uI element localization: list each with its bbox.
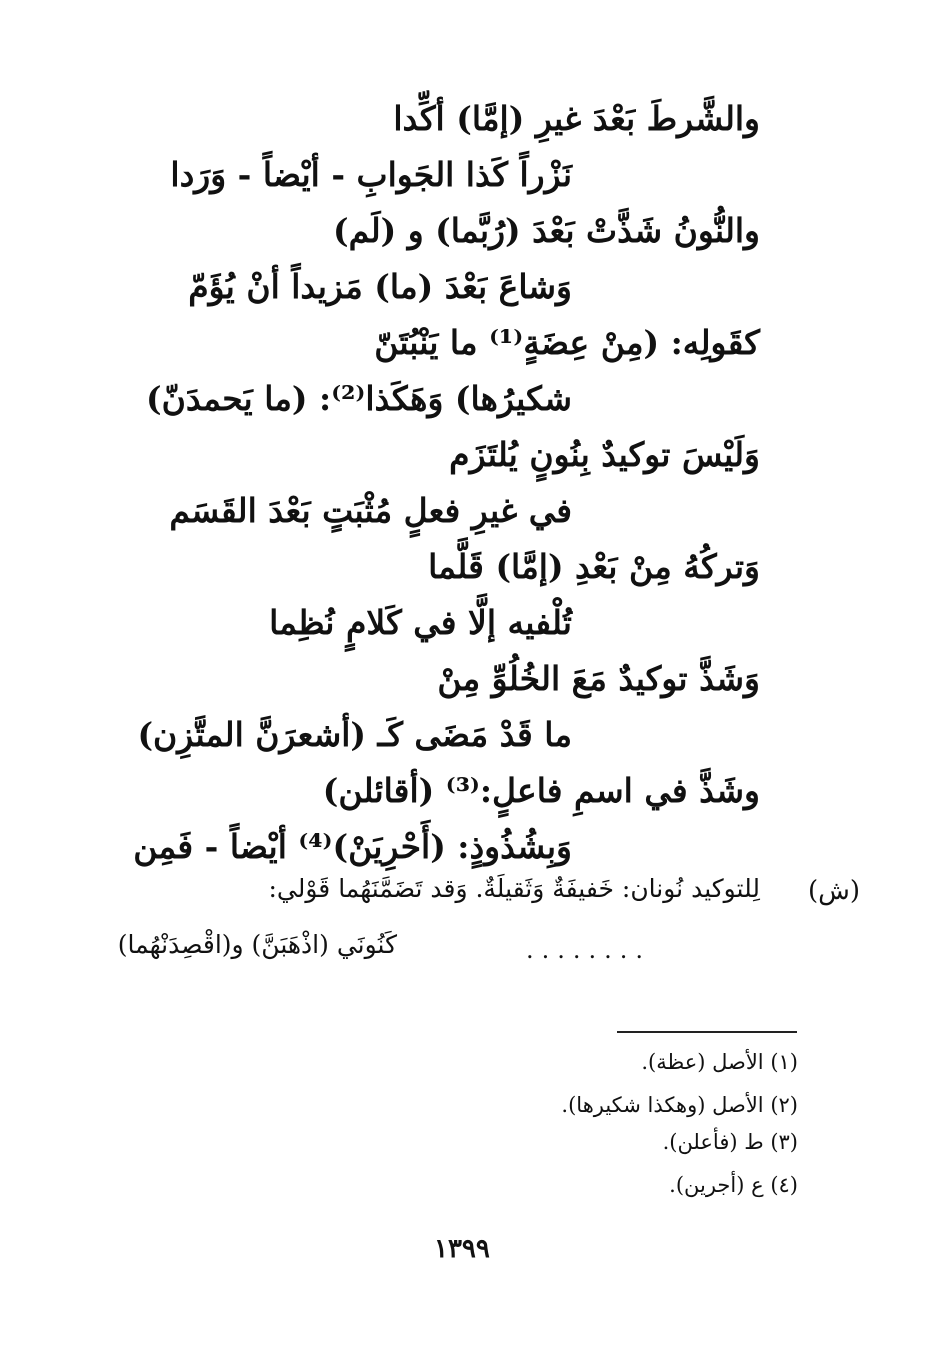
verse-line: ما قَدْ مَضَى كَـ (أشعرَنَّ المتَّزِن) [137, 715, 572, 754]
footnote: (٣) ط (فأعلن). [662, 1130, 798, 1154]
verse-line: تُلْفيه إلَّا في كَلامٍ نُظِما [269, 603, 572, 642]
commentary-marker: (ش) [808, 876, 861, 906]
commentary-line: لِلتوكيد نُونان: خَفيفَةٌ وَثَقيلَةٌ. وَقد تَضَمَّنَهُما قَوْلي: [268, 874, 760, 903]
verse-line: في غيرِ فعلٍ مُثْبَتٍ بَعْدَ القَسَم [169, 491, 572, 530]
verse-line: وَتركُهُ مِنْ بَعْدِ (إمَّا) قَلَّما [428, 547, 760, 586]
page-number: ١٣٩٩ [434, 1234, 490, 1264]
verse-line: كقَولِه: (مِنْ عِضَةٍ⁽¹⁾ ما يَنْبُتَنّ [374, 323, 760, 362]
verse-line: وَشَذَّ توكيدٌ مَعَ الخُلُوِّ مِنْ [437, 659, 760, 698]
footnote: (٤) ع (أجرين). [669, 1173, 798, 1197]
commentary-verse-quote: كَنُونَي (اذْهَبَنَّ) و(اقْصِدَنْهُما) [117, 930, 397, 959]
verse-line: وَبِشُذُوذٍ: (أَحْرِيَنْ)⁽⁴⁾ أيْضاً - فَمِن [133, 827, 572, 866]
ellipsis-dots: ........ [526, 936, 652, 964]
verse-line: وَشاعَ بَعْدَ (ما) مَزيداً أنْ يُؤَمّ [188, 267, 572, 306]
footnote-separator [617, 1031, 797, 1033]
footnote: (٢) الأصل (وهكذا شكيرها). [561, 1093, 798, 1117]
footnote: (١) الأصل (عظة). [641, 1050, 798, 1074]
verse-line: وَلَيْسَ توكيدٌ بِنُونٍ يُلتَزَم [449, 435, 760, 474]
verse-line: شكيرُها) وَهَكَذا⁽²⁾: (ما يَحمدَنّ) [145, 379, 572, 418]
verse-line: وشَذَّ في اسمِ فاعلٍ:⁽³⁾ (أقائلن) [322, 771, 760, 810]
verse-line: والنُّونُ شَذَّتْ بَعْدَ (رُبَّما) و (لَم) [333, 211, 760, 250]
verse-line: نَزْراً كَذا الجَوابِ - أيْضاً - وَرَدا [170, 155, 572, 194]
verse-line: والشَّرطَ بَعْدَ غيرِ (إمَّا) أكِّدا [393, 99, 760, 138]
